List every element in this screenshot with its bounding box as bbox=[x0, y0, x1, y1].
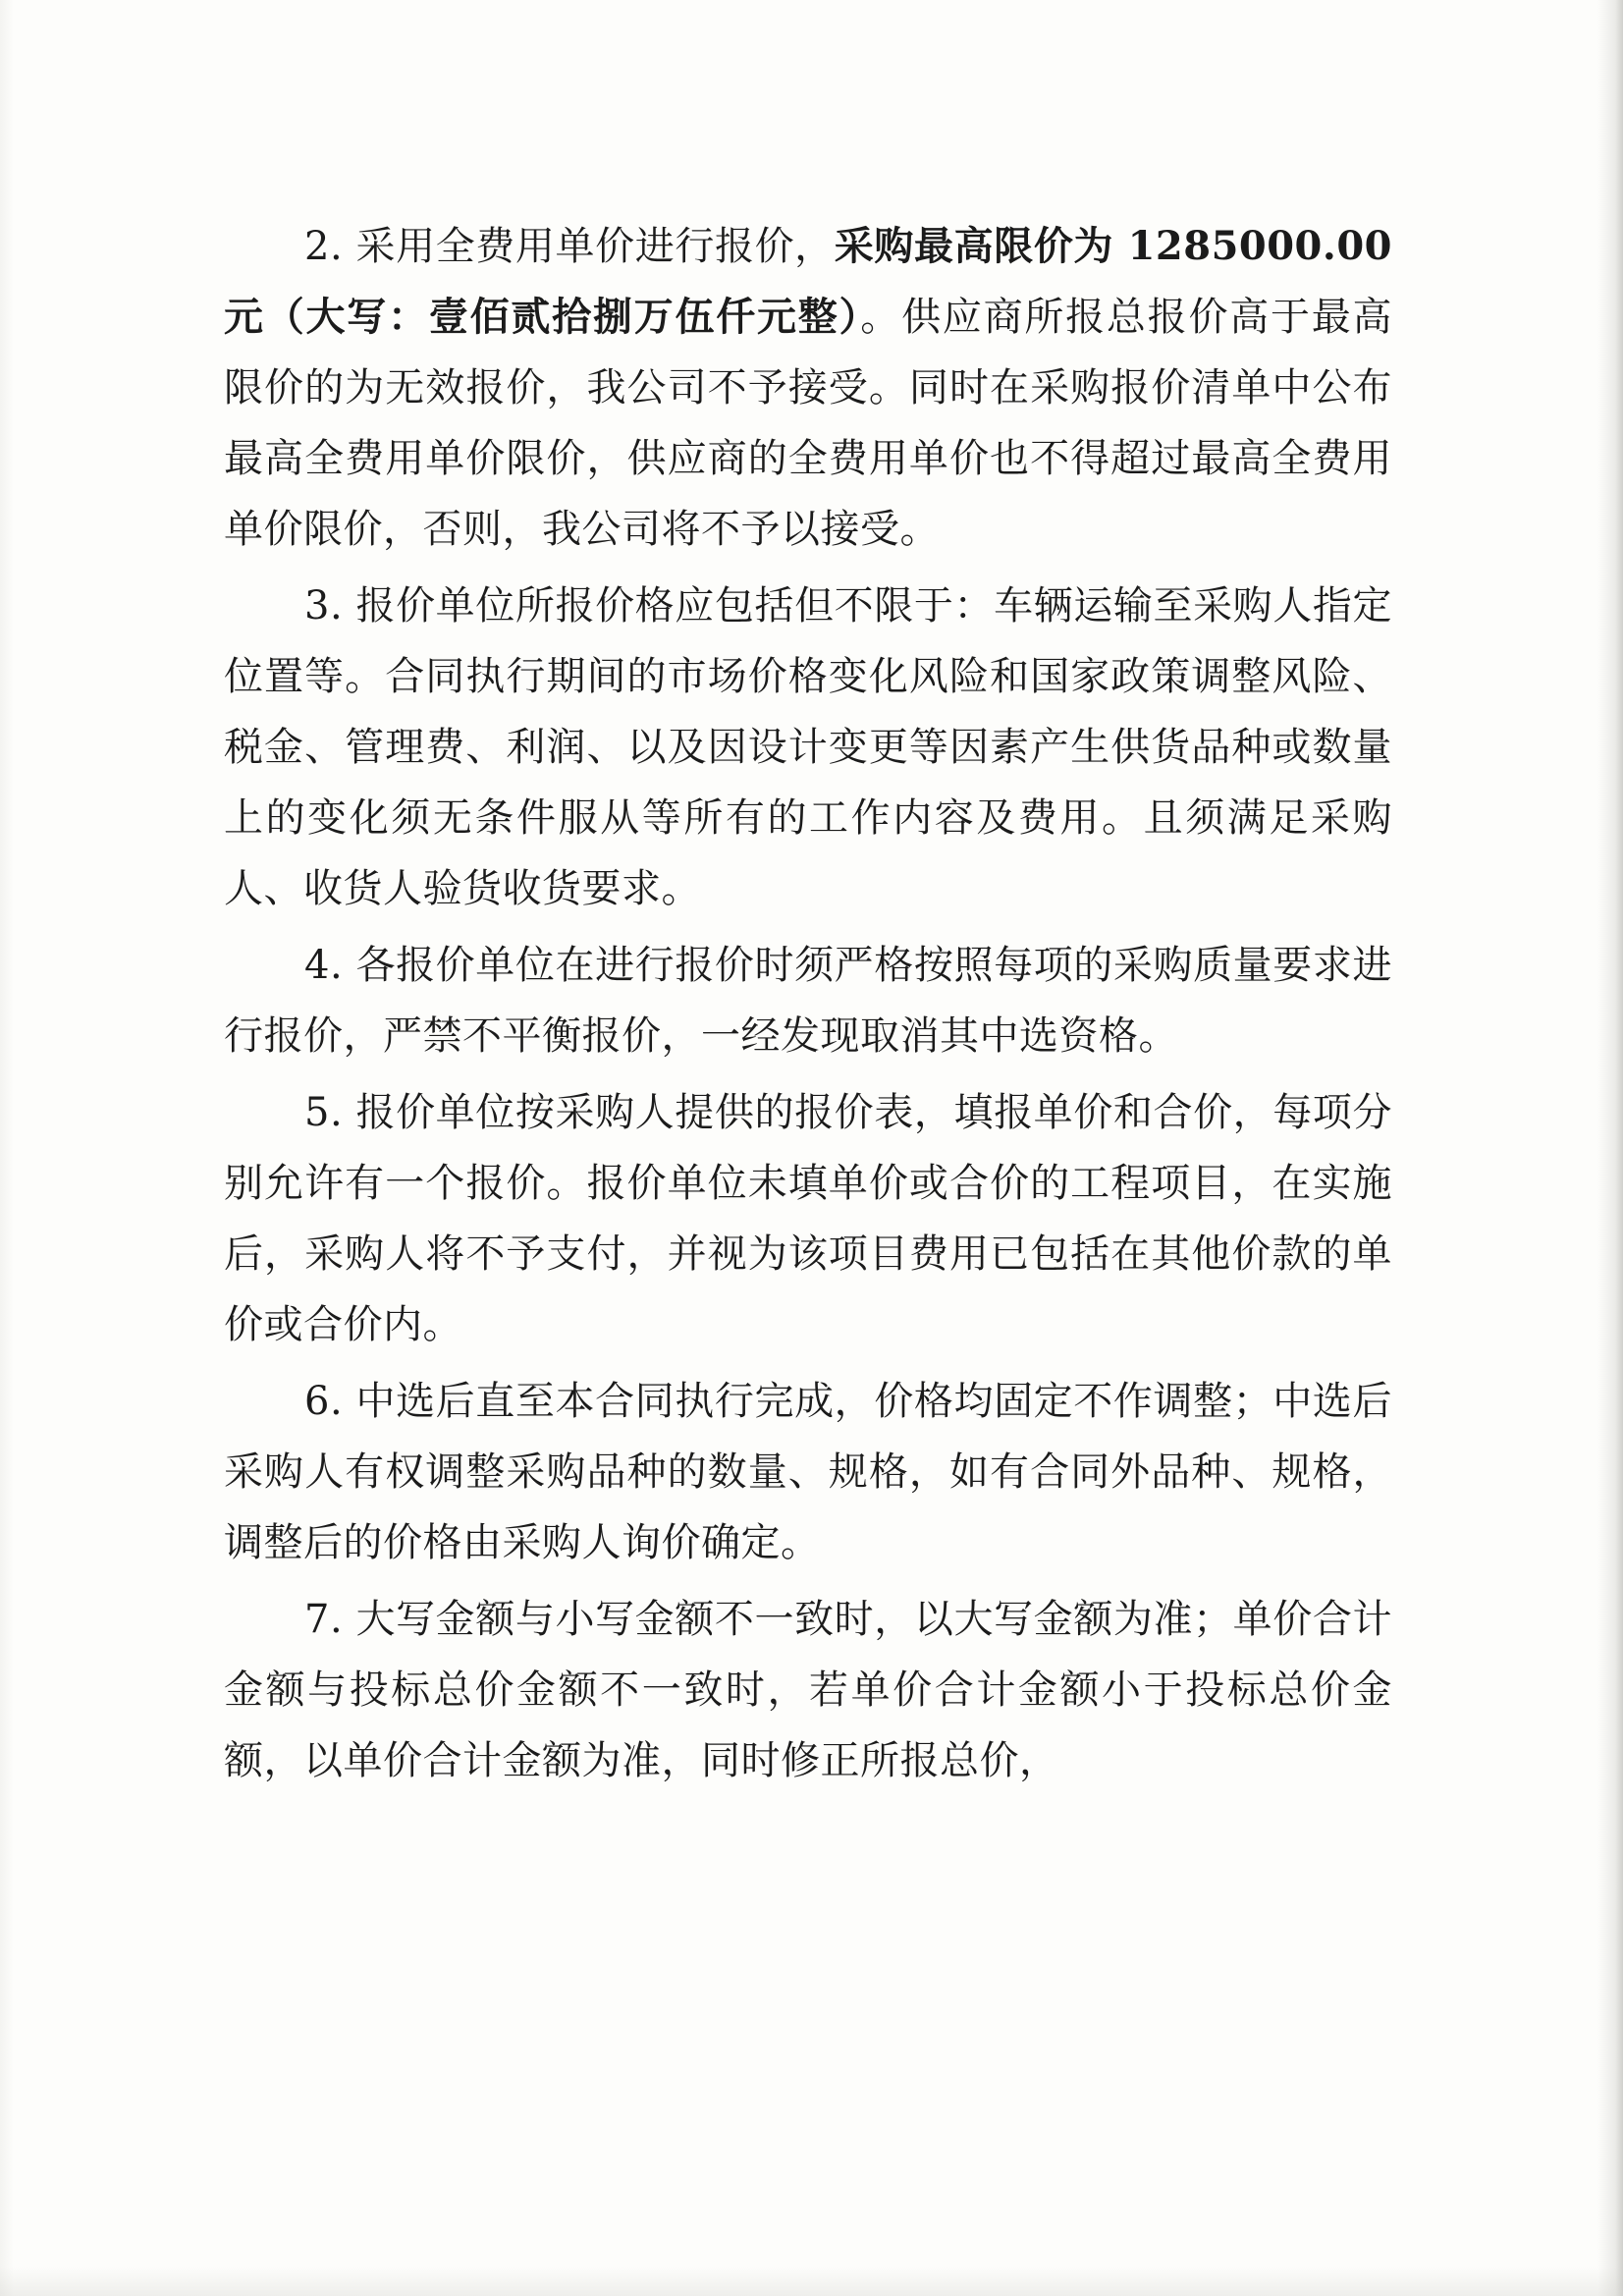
paragraph-item-3 bbox=[224, 571, 1392, 924]
scan-edge-right bbox=[1597, 0, 1623, 2296]
text-run: 5. 报价单位按采购人提供的报价表，填报单价和合价，每项分别允许有一个报价。报价单位未填单价或合价的工程项目，在实施后，采购人将不予支付，并视为该项目费用已包括在其他价款的单价或合价内。 bbox=[224, 1090, 1392, 1347]
text-run: 采购最高限价为 1285000.00 元（大写：壹佰贰拾捌万伍仟元整） bbox=[224, 223, 1392, 340]
text-run: 2. 采用全费用单价进行报价， bbox=[304, 224, 835, 269]
paragraph-item-4 bbox=[224, 930, 1392, 1071]
text-run: 4. 各报价单位在进行报价时须严格按照每项的采购质量要求进行报价，严禁不平衡报价，一经发现取消其中选资格。 bbox=[224, 943, 1392, 1059]
text-run: 。供应商所报总报价高于最高限价的为无效报价，我公司不予接受。同时在采购报价清单中公布最高全费用单价限价，供应商的全费用单价也不得超过最高全费用单价限价，否则，我公司将不予以接受。 bbox=[224, 295, 1393, 552]
paragraph-item-2 bbox=[224, 211, 1392, 565]
text-run: 7. 大写金额与小写金额不一致时，以大写金额为准；单价合计金额与投标总价金额不一致时，若单价合计金额小于投标总价金额，以单价合计金额为准，同时修正所报总价， bbox=[224, 1597, 1392, 1783]
paragraph-item-7 bbox=[224, 1584, 1392, 1796]
paragraph-item-5 bbox=[224, 1077, 1392, 1360]
text-run: 6. 中选后直至本合同执行完成，价格均固定不作调整；中选后采购人有权调整采购品种的数量、规格，如有合同外品种、规格，调整后的价格由采购人询价确定。 bbox=[224, 1379, 1392, 1565]
paragraph-item-6 bbox=[224, 1366, 1392, 1578]
document-text-body bbox=[224, 211, 1392, 1802]
scan-edge-left bbox=[0, 0, 14, 2296]
text-run: 3. 报价单位所报价格应包括但不限于：车辆运输至采购人指定位置等。合同执行期间的市场价格变化风险和国家政策调整风险、税金、管理费、利润、以及因设计变更等因素产生供货品种或数量上的变化须无条件服从等所有的工作内容及费用。且须满足采购人、收货人验货收货要求。 bbox=[224, 583, 1392, 911]
scan-edge-bottom bbox=[0, 2267, 1623, 2296]
